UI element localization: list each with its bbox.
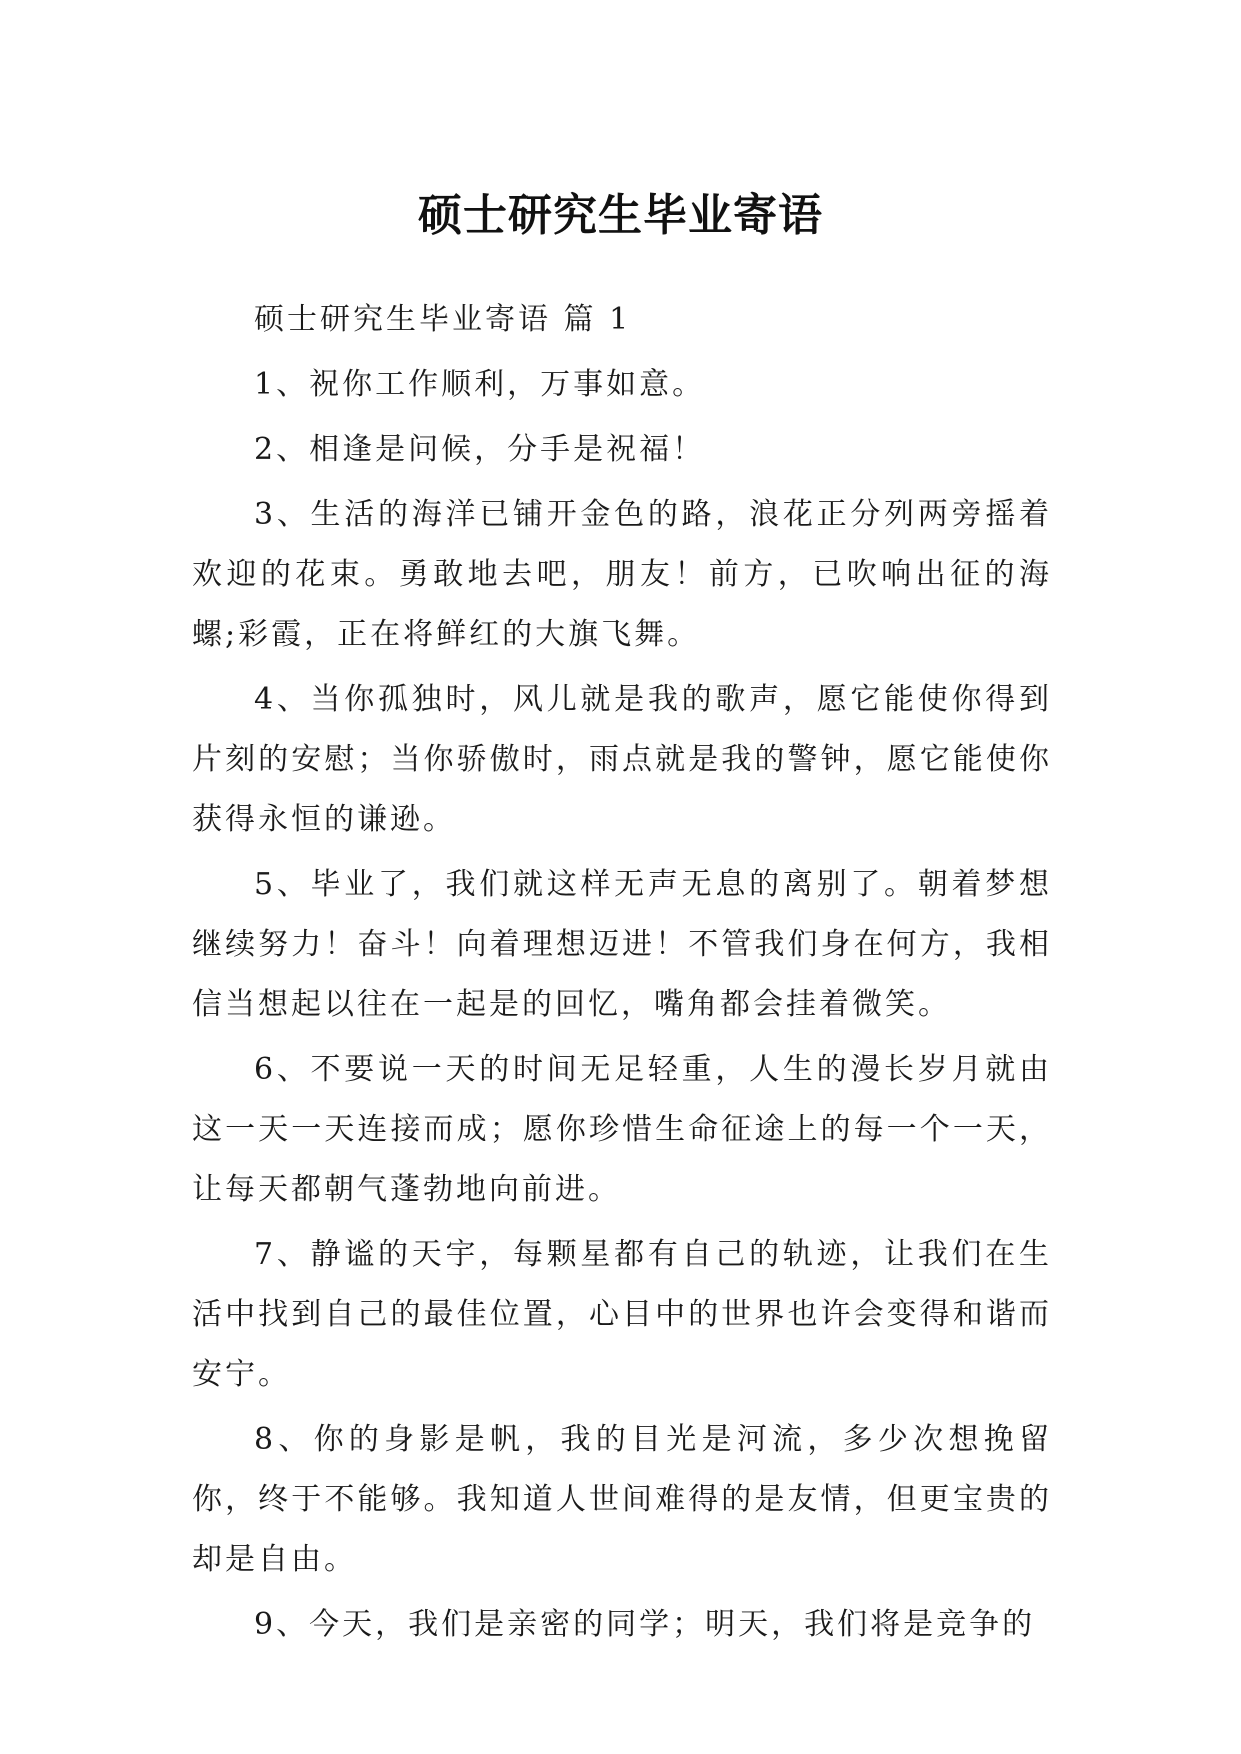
paragraph-3: 3、生活的海洋已铺开金色的路，浪花正分列两旁摇着欢迎的花束。勇敢地去吧，朋友！前方，已吹响出征的海螺;彩霞，正在将鲜红的大旗飞舞。 bbox=[192, 497, 1052, 652]
paragraph-5: 5、毕业了，我们就这样无声无息的离别了。朝着梦想继续努力！奋斗！向着理想迈进！不管我们身在何方，我相信当想起以往在一起是的回忆，嘴角都会挂着微笑。 bbox=[192, 867, 1052, 1022]
document-body bbox=[192, 290, 1052, 1655]
paragraph-7: 7、静谧的天宇，每颗星都有自己的轨迹，让我们在生活中找到自己的最佳位置，心目中的世界也许会变得和谐而安宁。 bbox=[192, 1237, 1052, 1392]
paragraph-6: 6、不要说一天的时间无足轻重，人生的漫长岁月就由这一天一天连接而成；愿你珍惜生命征途上的每一个一天，让每天都朝气蓬勃地向前进。 bbox=[192, 1052, 1052, 1207]
paragraph-2: 2、相逢是问候，分手是祝福！ bbox=[254, 432, 706, 467]
paragraph-9: 9、今天，我们是亲密的同学；明天，我们将是竞争的 bbox=[254, 1607, 1036, 1642]
paragraph-8: 8、你的身影是帆，我的目光是河流，多少次想挽留你，终于不能够。我知道人世间难得的是友情，但更宝贵的却是自由。 bbox=[192, 1422, 1052, 1577]
paragraph-1: 1、祝你工作顺利，万事如意。 bbox=[254, 367, 706, 402]
paragraph-4: 4、当你孤独时，风儿就是我的歌声，愿它能使你得到片刻的安慰；当你骄傲时，雨点就是我的警钟，愿它能使你获得永恒的谦逊。 bbox=[192, 682, 1052, 837]
section-heading: 硕士研究生毕业寄语 篇 1 bbox=[254, 302, 632, 337]
page-title: 硕士研究生毕业寄语 bbox=[418, 190, 823, 242]
